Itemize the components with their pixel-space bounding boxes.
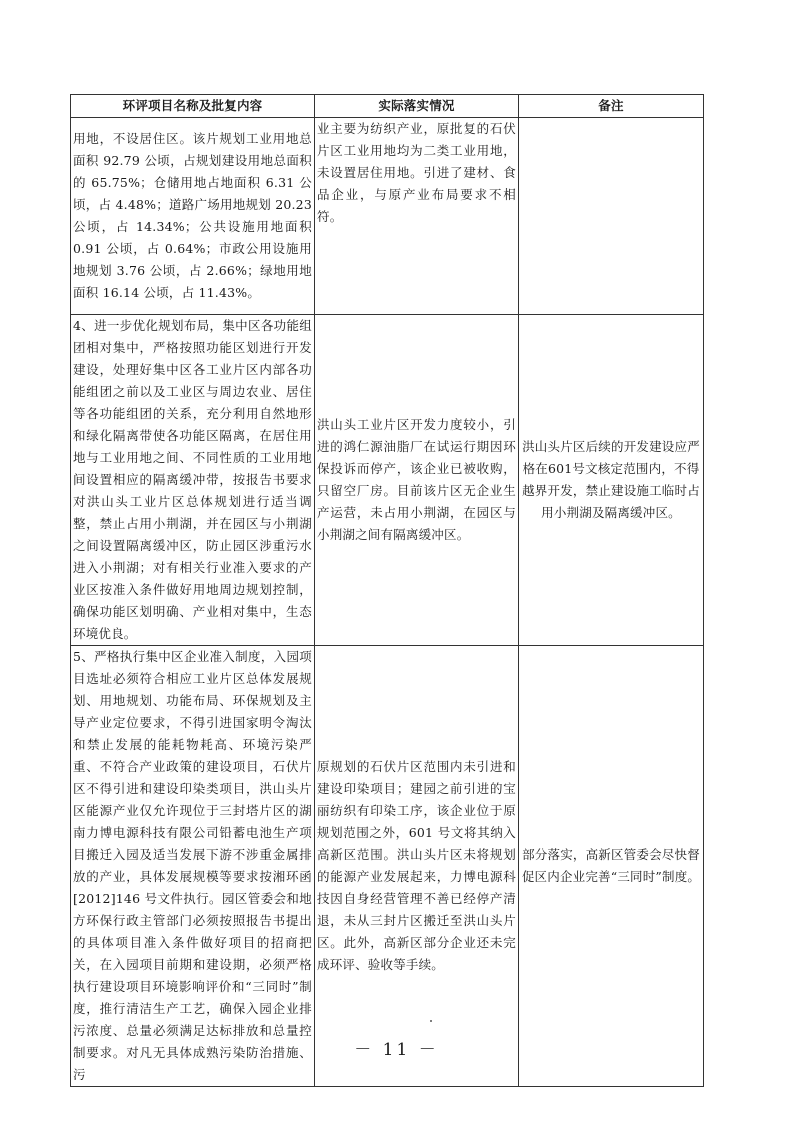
requirement-cell: 用地，不设居住区。该片规划工业用地总面积 92.79 公顷，占规划建设用地总面积的 65.75%；仓储用地占地面积 6.31 公顷，占 4.48%；道路广场用地规划 20.23 公顷，占 14.34%；公共设施用地面积 0.91 公顷，占 0.64%；市政公用设施用地规划 3.76 公顷，占 2.66%；绿地用地面积 16.14 公顷，占 11.43%。 [71,118,315,315]
implementation-cell: 原规划的石伏片区范围内未引进和建设印染项目；建园之前引进的宝丽纺织有印染工序，该企业位于原规划范围之外，601 号文将其纳入高新区范围。洪山头片区未将规划的能源产业发展起来，力博电源科技因自身经营管理不善已经停产清退，未从三封片区搬迁至洪山头片区。此外，高新区部分企业还未完成环评、验收等手续。 [315,646,519,1087]
table-row [71,646,704,1087]
implementation-cell: 洪山头工业片区开发力度较小，引进的鸿仁源油脂厂在试运行期因环保投诉而停产，该企业已被收购，只留空厂房。目前该片区无企业生产运营，未占用小荆湖，在园区与小荆湖之间有隔离缓冲区。 [315,315,519,646]
page-number: － 11 － [354,1040,439,1060]
scan-speck [430,1020,432,1022]
requirement-cell: 4、进一步优化规划布局，集中区各功能组团相对集中，严格按照功能区划进行开发建设，处理好集中区各工业片区内部各功能组团之前以及工业区与周边农业、居住等各功能组团的关系，充分利用自然地形和绿化隔离带使各功能区隔离，在居住用地与工业用地之间、不同性质的工业用地间设置相应的隔离缓冲带，按报告书要求对洪山头工业片区总体规划进行适当调整，禁止占用小荆湖，并在园区与小荆湖之间设置隔离缓冲区，防止园区涉重污水进入小荆湖；对有相关行业准入要求的产业区按准入条件做好用地周边规划控制，确保功能区划明确、产业相对集中，生态环境优良。 [71,315,315,646]
table-header-row [71,95,704,118]
header-implementation: 实际落实情况 [315,95,519,118]
table-row [71,315,704,646]
note-cell [519,118,704,315]
header-note: 备注 [519,95,704,118]
implementation-cell: 业主要为纺织产业，原批复的石伏片区工业用地均为二类工业用地，未设置居住用地。引进了建材、食品企业，与原产业布局要求不相符。 [315,118,519,315]
note-cell: 洪山头片区后续的开发建设应严格在601号文核定范围内，不得越界开发，禁止建设施工临时占用小荆湖及隔离缓冲区。 [519,315,704,646]
eia-compliance-table [70,94,704,1087]
requirement-cell: 5、严格执行集中区企业准入制度，入园项目选址必须符合相应工业片区总体发展规划、用地规划、功能布局、环保规划及主导产业定位要求，不得引进国家明令淘汰和禁止发展的能耗物耗高、环境污染严重、不符合产业政策的建设项目，石伏片区不得引进和建设印染类项目，洪山头片区能源产业仅允许现位于三封塔片区的湖南力博电源科技有限公司铅蓄电池生产项目搬迁入园及适当发展下游不涉重金属排放的产业，具体发展规模等要求按湘环函[2012]146 号文件执行。园区管委会和地方环保行政主管部门必须按照报告书提出的具体项目准入条件做好项目的招商把关，在入园项目前期和建设期，必须严格执行建设项目环境影响评价和“三同时”制度，推行清洁生产工艺，确保入园企业排污浓度、总量必须满足达标排放和总量控制要求。对凡无具体成熟污染防治措施、污 [71,646,315,1087]
header-requirement: 环评项目名称及批复内容 [71,95,315,118]
note-cell: 部分落实，高新区管委会尽快督促区内企业完善“三同时”制度。 [519,646,704,1087]
table-row [71,118,704,315]
